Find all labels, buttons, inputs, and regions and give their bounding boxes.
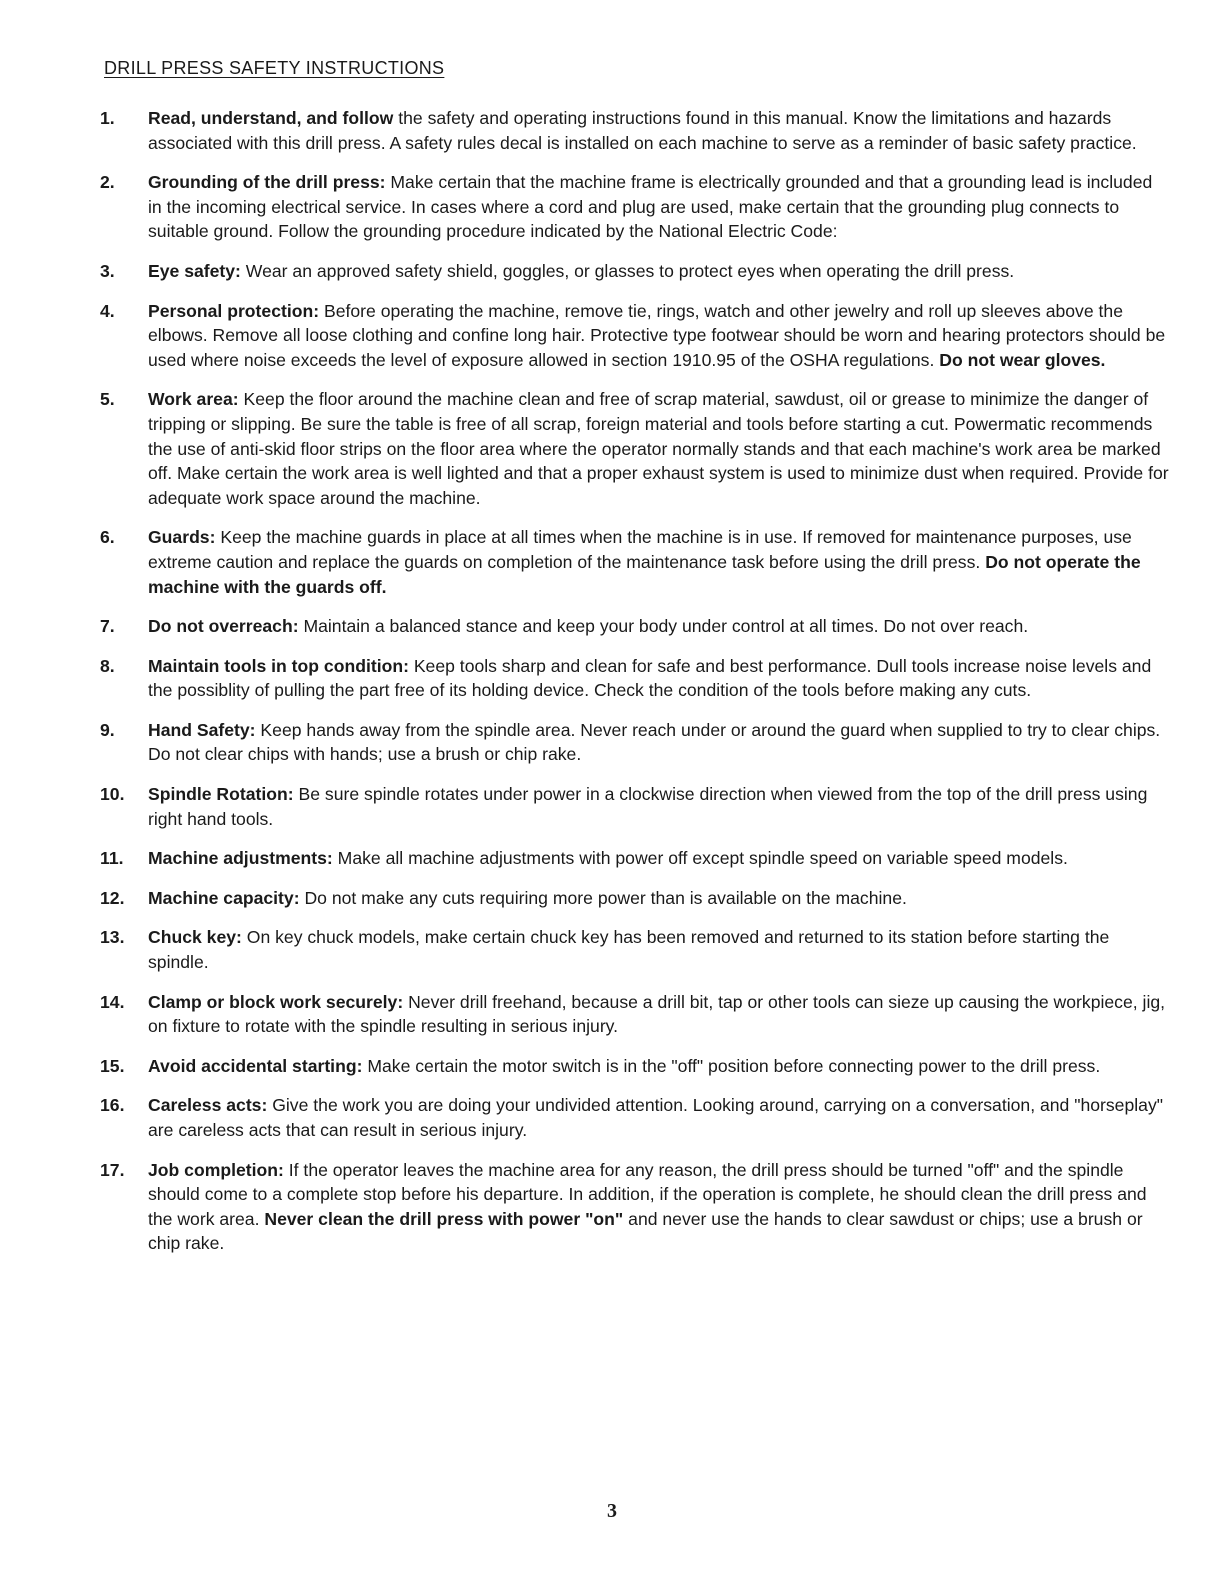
item-emphasis: Do not operate the machine with the guards off. [148,551,1141,597]
item-body: Keep the machine guards in place at all times when the machine is in use. If removed for maintenance purposes, use extreme caution and replace the guards on completion of the maintenance task before using the drill press. [148,527,1132,572]
item-number: 4. [100,300,115,321]
item-number: 11. [100,848,124,869]
item-heading: Grounding of the drill press: [148,172,386,193]
item-number: 13. [100,927,125,948]
item-heading: Machine adjustments: [148,848,333,869]
item-text [148,925,1170,974]
item-text [148,846,1170,871]
item-heading: Guards: [148,527,216,548]
list-item [100,299,1170,373]
item-emphasis: Do not wear gloves. [939,349,1106,370]
item-heading: Chuck key: [148,927,242,948]
item-number: 8. [100,655,115,676]
item-body: On key chuck models, make certain chuck key has been removed and returned to its station before starting the spindle. [148,927,1110,973]
item-number: 7. [100,616,115,637]
item-number: 5. [100,389,115,410]
item-body: the safety and operating instructions found in this manual. Know the limitations and hazards associated with this drill press. A safety rules decal is installed on each machine to serve as a reminder of basic safety practice. [148,108,1137,153]
item-text [148,654,1170,703]
list-item [100,259,1170,284]
item-heading: Careless acts: [148,1095,268,1116]
item-number: 3. [100,260,115,281]
item-heading: Machine capacity: [148,887,300,908]
item-body: If the operator leaves the machine area for any reason, the drill press should be turned "off" and the spindle should come to a complete stop before his departure. In addition, if the operation is complete, he should clean the drill press and the work area. [148,1159,1147,1229]
list-item [100,1054,1170,1079]
safety-instructions-list [100,106,1170,1271]
item-text [148,614,1170,639]
item-body: Make certain the motor switch is in the "off" position before connecting power to the drill press. [362,1055,1101,1076]
item-heading: Eye safety: [148,260,241,281]
list-item [100,990,1170,1039]
item-text [148,106,1170,155]
item-text [148,886,1170,911]
item-text [148,525,1170,599]
list-item [100,387,1170,510]
item-text [148,990,1170,1039]
list-item [100,846,1170,871]
item-number: 16. [100,1095,125,1116]
item-body: Keep the floor around the machine clean and free of scrap material, sawdust, oil or grease to minimize the danger of tripping or slipping. Be sure the table is free of all scrap, foreign material and tools before starting a cut. Powermatic recommends the use of anti-skid floor strips on the floor area where the operator normally stands and that each machine's work area be marked off. Make certain the work area is well lighted and that a proper exhaust system is used to minimize dust when required. Provide for adequate work space around the machine. [148,389,1169,508]
item-heading: Read, understand, and follow [148,108,394,128]
item-body: Before operating the machine, remove tie, rings, watch and other jewelry and roll up sleeves above the elbows. Remove all loose clothing and confine long hair. Protective type footwear should be worn and hearing protectors should be used where noise exceeds the level of exposure allowed in section 1910.95 of the OSHA regulations. [148,300,1166,370]
item-body: Keep tools sharp and clean for safe and best performance. Dull tools increase noise levels and the possiblity of pulling the part free of its holding device. Check the condition of the tools before making any cuts. [148,655,1152,701]
list-item [100,886,1170,911]
list-item [100,1093,1170,1142]
item-body: Make all machine adjustments with power off except spindle speed on variable speed models. [332,848,1068,869]
list-item [100,614,1170,639]
item-body-tail: and never use the hands to clear sawdust or chips; use a brush or chip rake. [148,1208,1143,1254]
item-body: Do not make any cuts requiring more power than is available on the machine. [299,887,907,908]
item-heading: Job completion: [148,1159,284,1180]
item-text [148,170,1170,244]
item-text [148,782,1170,831]
item-text [148,1093,1170,1142]
list-item [100,525,1170,599]
item-heading: Clamp or block work securely: [148,991,404,1012]
item-heading: Personal protection: [148,300,320,321]
list-item [100,654,1170,703]
item-body: Maintain a balanced stance and keep your body under control at all times. Do not over reach. [298,616,1029,637]
item-heading: Hand Safety: [148,719,256,740]
item-heading: Avoid accidental starting: [148,1055,363,1076]
item-body: Keep hands away from the spindle area. Never reach under or around the guard when supplied to try to clear chips. Do not clear chips with hands; use a brush or chip rake. [148,719,1161,765]
item-heading: Spindle Rotation: [148,784,294,805]
item-number: 9. [100,719,115,740]
item-number: 1. [100,108,115,128]
item-number: 12. [100,887,125,908]
item-number: 6. [100,527,115,548]
item-body: Never drill freehand, because a drill bit, tap or other tools can sieze up causing the workpiece, jig, on fixture to rotate with the spindle resulting in serious injury. [148,991,1166,1037]
item-emphasis: Never clean the drill press with power "on" [264,1208,624,1229]
item-heading: Work area: [148,389,239,410]
item-body: Make certain that the machine frame is electrically grounded and that a grounding lead is included in the incoming electrical service. In cases where a cord and plug are used, make certain that the grounding plug connects to suitable ground. Follow the grounding procedure indicated by the National Electric Code: [148,172,1153,242]
list-item [100,106,1170,155]
item-text [148,1158,1170,1256]
list-item [100,925,1170,974]
item-text [148,387,1170,510]
item-text [148,718,1170,767]
list-item [100,782,1170,831]
item-heading: Do not overreach: [148,616,299,637]
item-heading: Maintain tools in top condition: [148,655,409,676]
list-item [100,1158,1170,1256]
item-number: 15. [100,1055,125,1076]
list-item [100,170,1170,244]
item-body: Be sure spindle rotates under power in a clockwise direction when viewed from the top of the drill press using right hand tools. [148,784,1148,829]
page-title: DRILL PRESS SAFETY INSTRUCTIONS [104,58,445,78]
item-number: 10. [100,784,125,805]
item-number: 17. [100,1159,125,1180]
item-text [148,1054,1170,1079]
item-body: Give the work you are doing your undivided attention. Looking around, carrying on a conversation, and "horseplay" are careless acts that can result in serious injury. [148,1095,1163,1140]
item-text [148,299,1170,373]
page-number: 3 [607,1500,617,1522]
item-number: 14. [100,991,125,1012]
item-text [148,259,1170,284]
list-item [100,718,1170,767]
item-body: Wear an approved safety shield, goggles, or glasses to protect eyes when operating the drill press. [240,260,1015,281]
item-number: 2. [100,172,115,193]
